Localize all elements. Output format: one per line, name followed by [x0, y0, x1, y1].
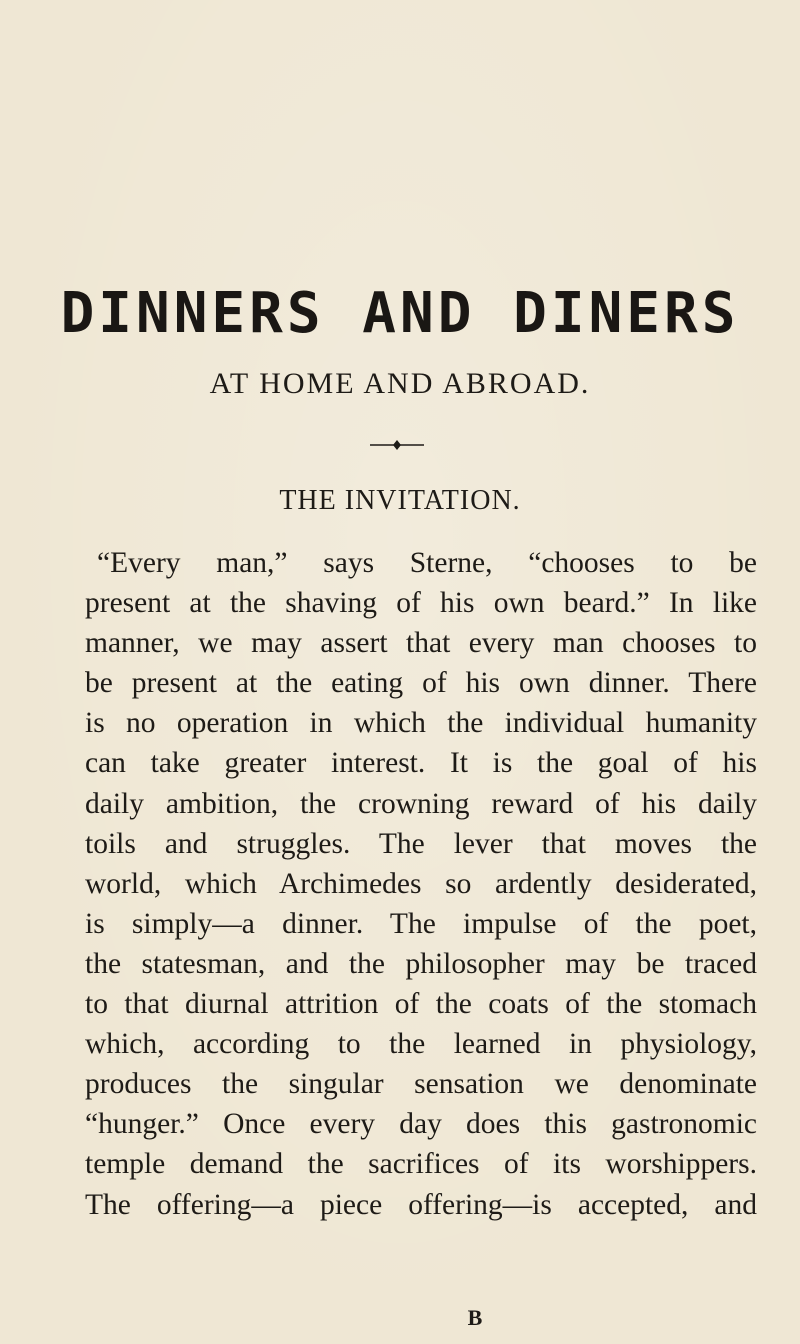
text-line: world, which Archimedes so ardently desiderated, [85, 867, 757, 900]
signature-mark: B [467, 1305, 483, 1330]
text-line: “Every man,” says Sterne, “chooses to be [97, 547, 757, 579]
text-line: be present at the eating of his own dinner. There [85, 667, 757, 700]
text-line: daily ambition, the crowning reward of his daily [85, 787, 757, 820]
text-line: is no operation in which the individual humanity [85, 707, 757, 740]
book-title: DINNERS AND DINERS [60, 281, 740, 346]
text-line: present at the shaving of his own beard.” In like [85, 587, 757, 620]
text-line: can take greater interest. It is the goal of his [85, 747, 757, 780]
section-heading: THE INVITATION. [279, 485, 521, 516]
book-subtitle: AT HOME AND ABROAD. [209, 367, 591, 400]
text-line: to that diurnal attrition of the coats of the stomach [85, 988, 757, 1021]
text-line: is simply—a dinner. The impulse of the poet, [85, 907, 757, 940]
text-line: The offering—a piece offering—is accepted, and [85, 1188, 757, 1221]
text-line: temple demand the sacrifices of its worshippers. [85, 1148, 757, 1181]
text-line: produces the singular sensation we denominate [85, 1068, 757, 1101]
text-line: which, according to the learned in physiology, [85, 1028, 757, 1061]
body-text [85, 543, 757, 1225]
diamond-rule-ornament-icon [370, 439, 424, 451]
text-line: “hunger.” Once every day does this gastronomic [85, 1108, 757, 1141]
text-line: manner, we may assert that every man chooses to [85, 627, 757, 660]
text-line: the statesman, and the philosopher may be traced [85, 947, 757, 980]
text-line: toils and struggles. The lever that moves the [85, 827, 757, 860]
